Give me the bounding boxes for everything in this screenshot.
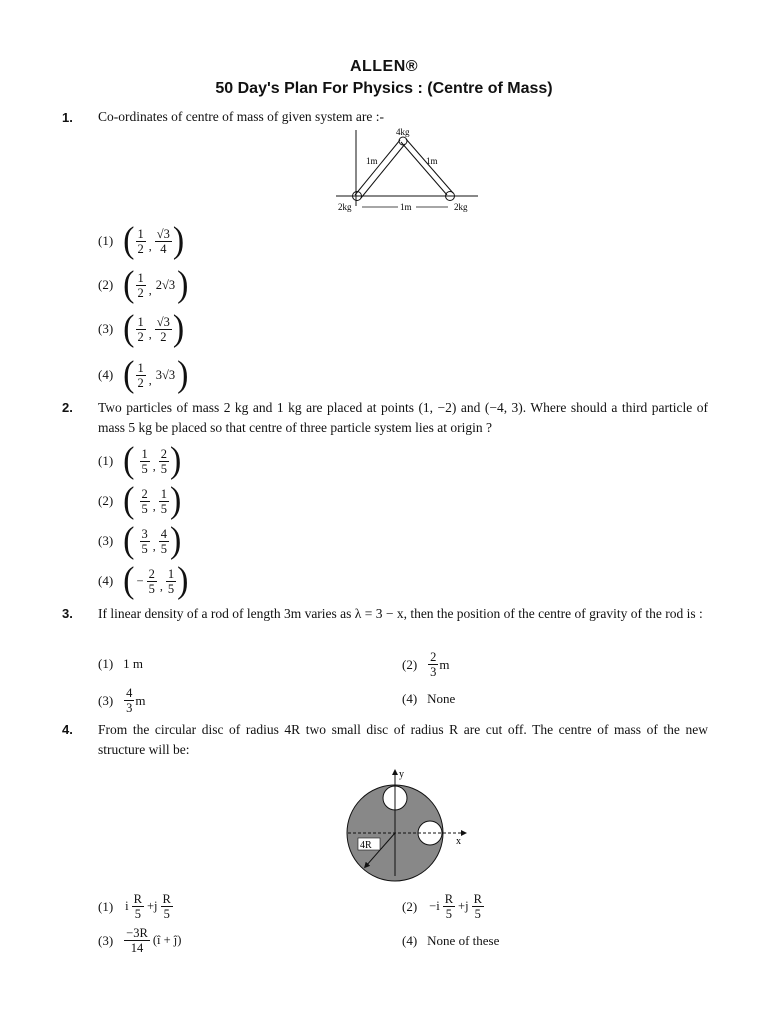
radius-label: 4R <box>360 840 372 851</box>
q1-option-3[interactable]: (3) ( $\frac{1}{2}$ , $\frac{√3}{2}$ ) <box>98 308 185 349</box>
q1-number: 1. <box>62 110 73 125</box>
q2-option-3[interactable]: (3) ( $\frac{3}{5}$ , $\frac{4}{5}$ ) <box>98 520 182 561</box>
label-base: 1m <box>400 202 412 212</box>
q2-option-4[interactable]: (4) ( − $\frac{2}{5}$ , $\frac{1}{5}$ ) <box>98 560 189 601</box>
label-top-mass: 4kg <box>396 127 410 137</box>
q1-option-4[interactable]: (4) ( $\frac{1}{2}$ , 3√3 ) <box>98 354 189 395</box>
q3-option-3[interactable]: (3) $\frac{4}{3}$ m <box>98 686 146 715</box>
q3-text: If linear density of a rod of length 3m varies as λ = 3 − x, then the position of the centre of gravity of the rod is : <box>98 606 703 621</box>
q4-option-1[interactable]: (1) i $\frac{R}{5}$ +j $\frac{R}{5}$ <box>98 892 171 921</box>
q3-option-2[interactable]: (2) $\frac{2}{3}$ m <box>402 650 450 679</box>
label-left-mass: 2kg <box>338 202 352 212</box>
q4-figure <box>336 764 472 882</box>
q4-text: From the circular disc of radius 4R two small disc of radius R are cut off. The centre of mass of the new structure will be: <box>98 722 708 757</box>
y-axis-label: y <box>399 769 404 780</box>
q1-figure <box>332 126 482 214</box>
label-left-side: 1m <box>366 156 378 166</box>
page-title: 50 Day's Plan For Physics : (Centre of Mass) <box>215 80 553 97</box>
q1-option-2[interactable]: (2) ( $\frac{1}{2}$ , 2√3 ) <box>98 264 189 305</box>
x-axis-label: x <box>456 836 461 847</box>
q4-option-4[interactable]: (4) None of these <box>402 933 500 948</box>
label-right-side: 1m <box>426 156 438 166</box>
q2-text: Two particles of mass 2 kg and 1 kg are placed at points (1, −2) and (−4, 3). Where should a third particle of mass 5 kg be placed so that centre of three particle system lies at origin ? <box>98 400 708 435</box>
brand-logo: ALLEN® <box>349 58 419 75</box>
q4-option-3[interactable]: (3) $\frac{-3R}{14}$ (î + ĵ) <box>98 926 182 955</box>
q3-option-1[interactable]: (1) 1 m <box>98 656 144 671</box>
q2-option-1[interactable]: (1) ( $\frac{1}{5}$ , $\frac{2}{5}$ ) <box>98 440 182 481</box>
q3-option-4[interactable]: (4) None <box>402 691 456 706</box>
label-right-mass: 2kg <box>454 202 468 212</box>
q3-number: 3. <box>62 606 73 621</box>
q2-option-2[interactable]: (2) ( $\frac{2}{5}$ , $\frac{1}{5}$ ) <box>98 480 182 521</box>
q1-text: Co-ordinates of centre of mass of given system are :- <box>98 109 385 124</box>
q1-option-1[interactable]: (1) ( $\frac{1}{2}$ , $\frac{√3}{4}$ ) <box>98 220 185 261</box>
q4-option-2[interactable]: (2) −i $\frac{R}{5}$ +j $\frac{R}{5}$ <box>402 892 482 921</box>
q4-number: 4. <box>62 722 73 737</box>
q2-number: 2. <box>62 400 73 415</box>
